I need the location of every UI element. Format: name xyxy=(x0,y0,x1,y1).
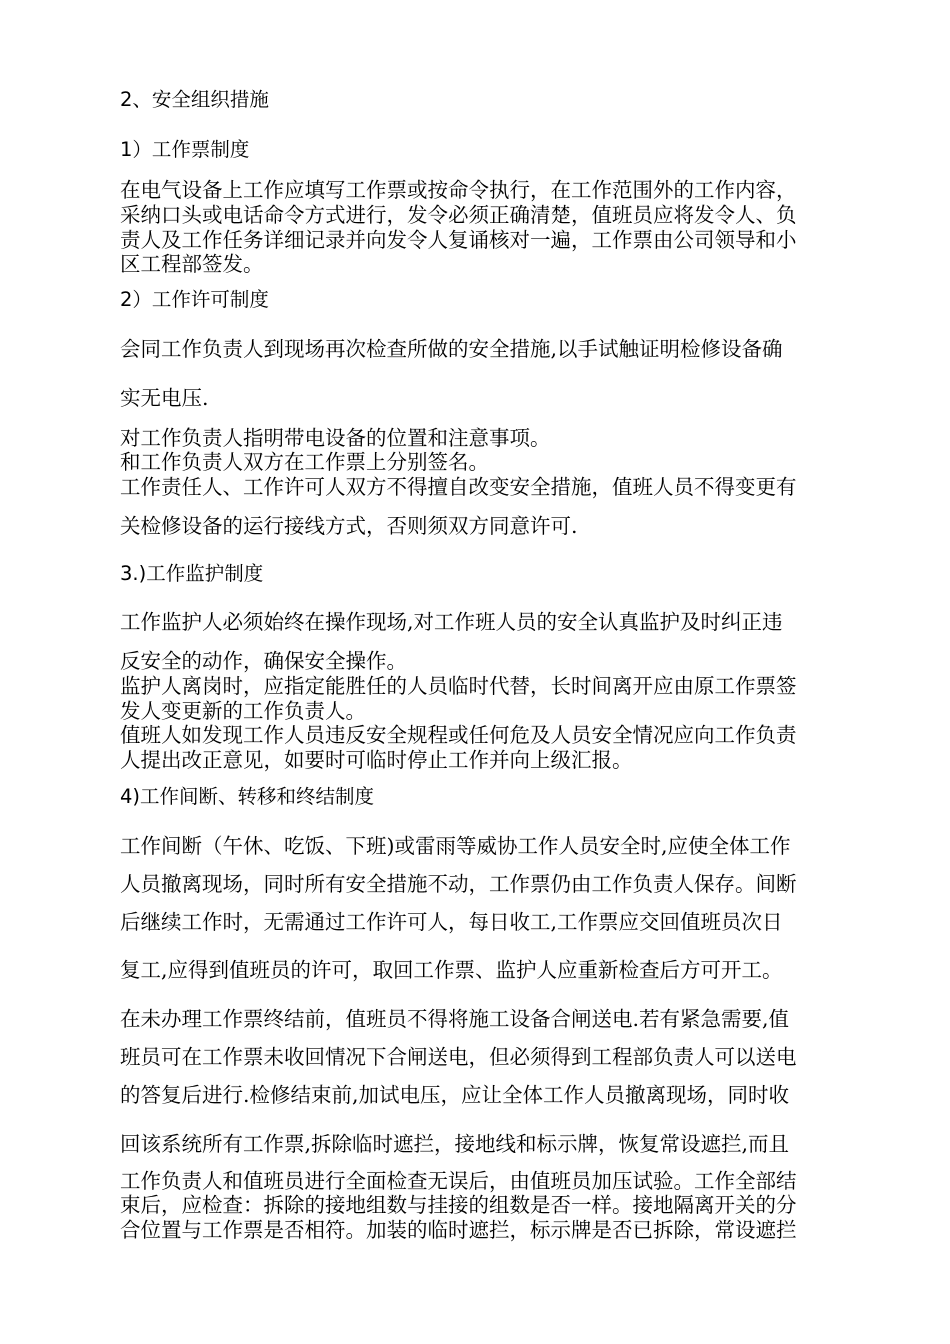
paragraph-line: 对工作负责人指明带电设备的位置和注意事项。 xyxy=(120,426,551,450)
paragraph-line: 人员撤离现场，同时所有安全措施不动，工作票仍由工作负责人保存。间断 xyxy=(120,872,797,896)
paragraph-line: 复工,应得到值班员的许可，取回工作票、监护人应重新检查后方可开工。 xyxy=(120,958,783,982)
paragraph-line: 工作责任人、工作许可人双方不得擅自改变安全措施，值班人员不得变更有 xyxy=(120,475,797,499)
paragraph-line: 责人及工作任务详细记录并向发令人复诵核对一遍，工作票由公司领导和小 xyxy=(120,228,797,252)
paragraph-line: 区工程部签发。 xyxy=(120,252,264,276)
heading-ticket-system: 1）工作票制度 xyxy=(120,138,250,161)
paragraph-line: 在未办理工作票终结前，值班员不得将施工设备合闸送电.若有紧急需要,值 xyxy=(120,1007,790,1031)
paragraph-line: 回该系统所有工作票,拆除临时遮拦，接地线和标示牌，恢复常设遮拦,而且 xyxy=(120,1132,790,1156)
paragraph-line: 工作间断（午休、吃饭、下班)或雷雨等威协工作人员安全时,应使全体工作 xyxy=(120,834,791,858)
paragraph-line: 在电气设备上工作应填写工作票或按命令执行，在工作范围外的工作内容， xyxy=(120,178,797,202)
paragraph-line: 值班人如发现工作人员违反安全规程或任何危及人员安全情况应向工作负责 xyxy=(120,723,797,747)
paragraph-line: 监护人离岗时，应指定能胜任的人员临时代替，长时间离开应由原工作票签 xyxy=(120,674,797,698)
section-title: 2、安全组织措施 xyxy=(120,88,269,111)
paragraph-line: 人提出改正意见，如要时可临时停止工作并向上级汇报。 xyxy=(120,748,633,772)
paragraph-line: 工作负责人和值班员进行全面检查无误后，由值班员加压试验。工作全部结 xyxy=(120,1169,797,1193)
paragraph-line: 工作监护人必须始终在操作现场,对工作班人员的安全认真监护及时纠正违 xyxy=(120,610,783,634)
paragraph-line: 发人变更新的工作负责人。 xyxy=(120,699,366,723)
paragraph-line: 实无电压. xyxy=(120,386,209,410)
paragraph-line: 反安全的动作，确保安全操作。 xyxy=(120,649,407,673)
paragraph-line: 班员可在工作票未收回情况下合闸送电，但必须得到工程部负责人可以送电 xyxy=(120,1045,797,1069)
paragraph-line: 的答复后进行.检修结束前,加试电压，应让全体工作人员撤离现场，同时收 xyxy=(120,1083,790,1107)
paragraph-line: 合位置与工作票是否相符。加装的临时遮拦，标示牌是否已拆除，常设遮拦 xyxy=(120,1218,797,1242)
paragraph-line: 会同工作负责人到现场再次检查所做的安全措施,以手试触证明检修设备确 xyxy=(120,337,783,361)
paragraph-line: 后继续工作时，无需通过工作许可人，每日收工,工作票应交回值班员次日 xyxy=(120,910,783,934)
paragraph-line: 和工作负责人双方在工作票上分别签名。 xyxy=(120,450,489,474)
heading-supervision-system: 3.)工作监护制度 xyxy=(120,562,264,585)
heading-interruption-system: 4)工作间断、转移和终结制度 xyxy=(120,785,375,808)
paragraph-line: 采纳口头或电话命令方式进行，发令必须正确清楚，值班员应将发令人、负 xyxy=(120,203,797,227)
paragraph-line: 束后，应检查：拆除的接地组数与挂接的组数是否一样。接地隔离开关的分 xyxy=(120,1193,797,1217)
heading-permit-system: 2）工作许可制度 xyxy=(120,288,269,311)
paragraph-line: 关检修设备的运行接线方式，否则须双方同意许可. xyxy=(120,514,578,538)
